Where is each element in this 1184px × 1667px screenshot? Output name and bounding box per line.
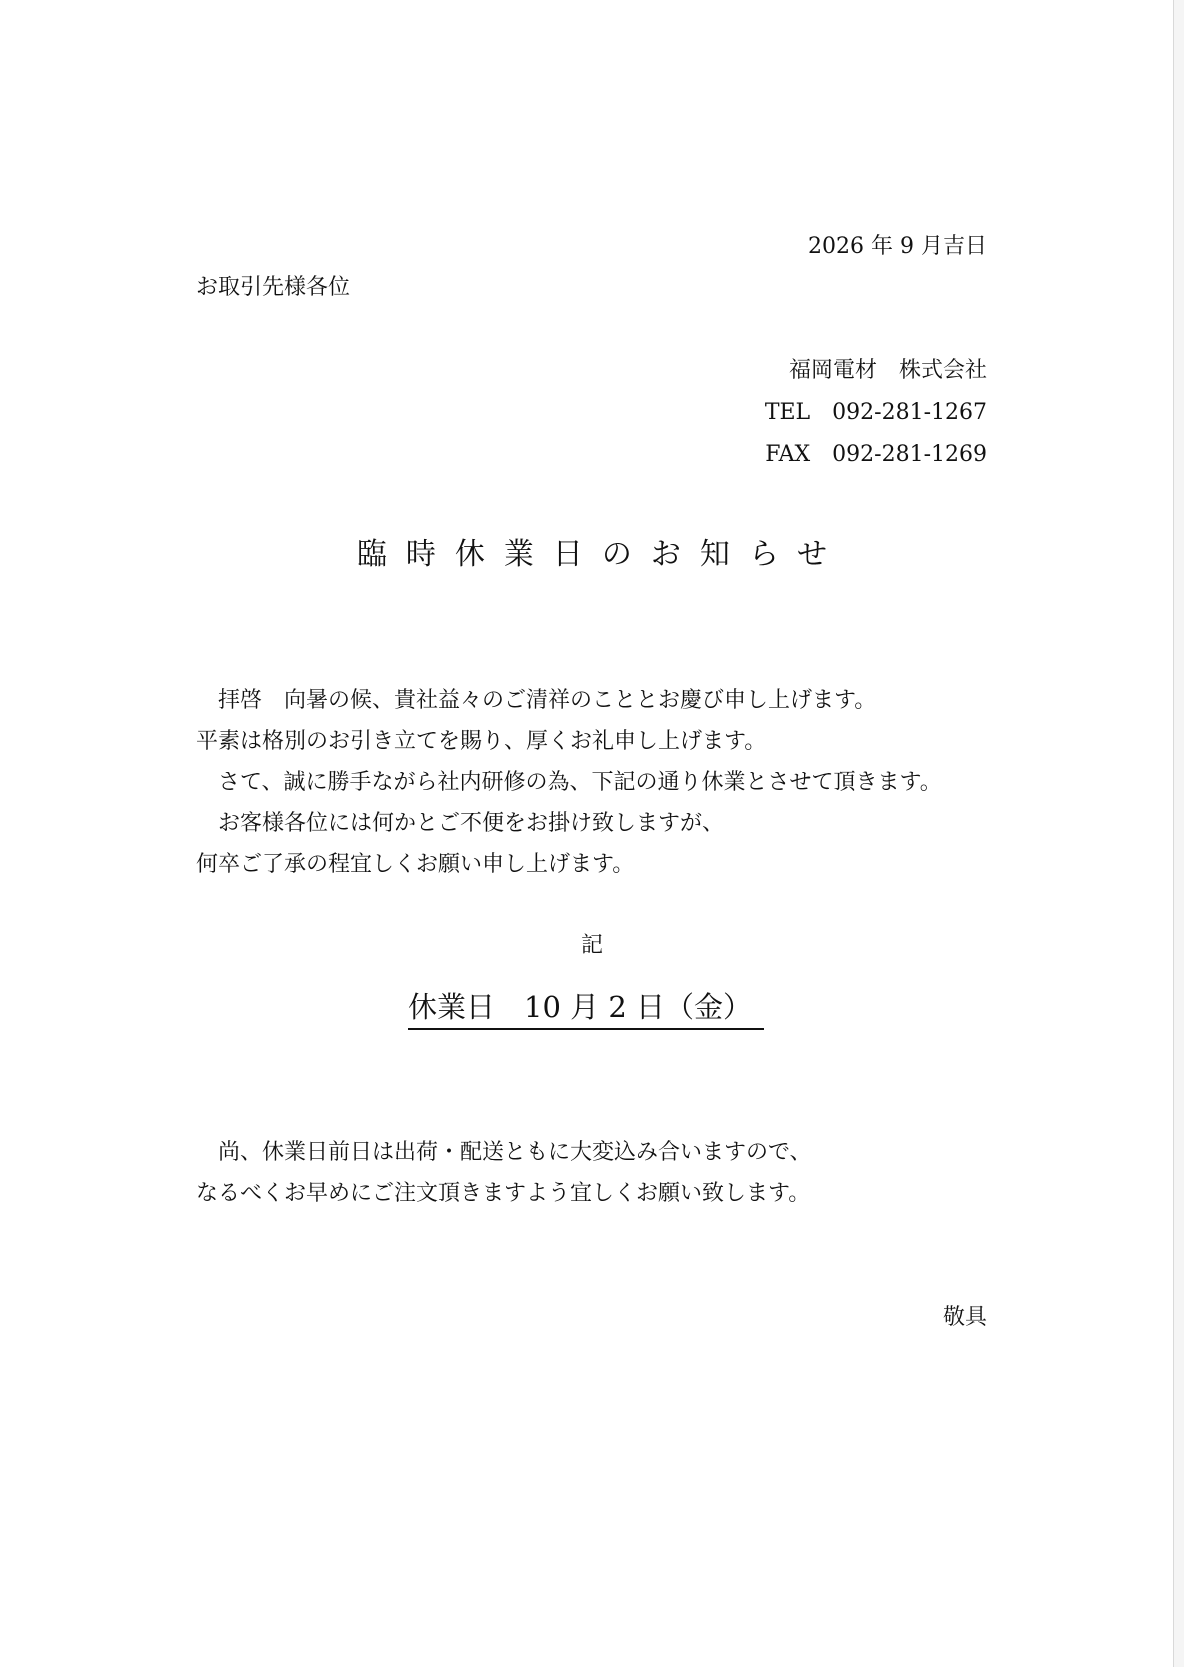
letter-date: 2026 年 9 月吉日 bbox=[808, 234, 987, 259]
sender-fax: FAX 092-281-1269 bbox=[765, 442, 987, 467]
body-line: 平素は格別のお引き立てを賜り、厚くお礼申し上げます。 bbox=[196, 729, 767, 754]
body-line: 拝啓 向暑の候、貴社益々のご清祥のこととお慶び申し上げます。 bbox=[196, 688, 877, 713]
recipient: お取引先様各位 bbox=[196, 275, 351, 300]
sender-tel: TEL 092-281-1267 bbox=[764, 400, 987, 425]
holiday-date: 休業日 10 月 2 日（金） bbox=[408, 993, 764, 1030]
note-line: 尚、休業日前日は出荷・配送ともに大変込み合いますので、 bbox=[196, 1140, 812, 1165]
sender-company: 福岡電材 株式会社 bbox=[788, 358, 987, 383]
body-line: お客様各位には何かとご不便をお掛け致しますが、 bbox=[196, 811, 725, 836]
memo-label: 記 bbox=[580, 933, 603, 958]
note-line: なるべくお早めにご注文頂きますよう宜しくお願い致します。 bbox=[196, 1181, 811, 1206]
body-line: さて、誠に勝手ながら社内研修の為、下記の通り休業とさせて頂きます。 bbox=[196, 770, 942, 795]
closing: 敬具 bbox=[942, 1305, 987, 1330]
page-edge bbox=[1173, 0, 1184, 1667]
document-title: 臨時休業日のお知らせ bbox=[356, 537, 847, 572]
body-line: 何卒ご了承の程宜しくお願い申し上げます。 bbox=[196, 852, 635, 877]
